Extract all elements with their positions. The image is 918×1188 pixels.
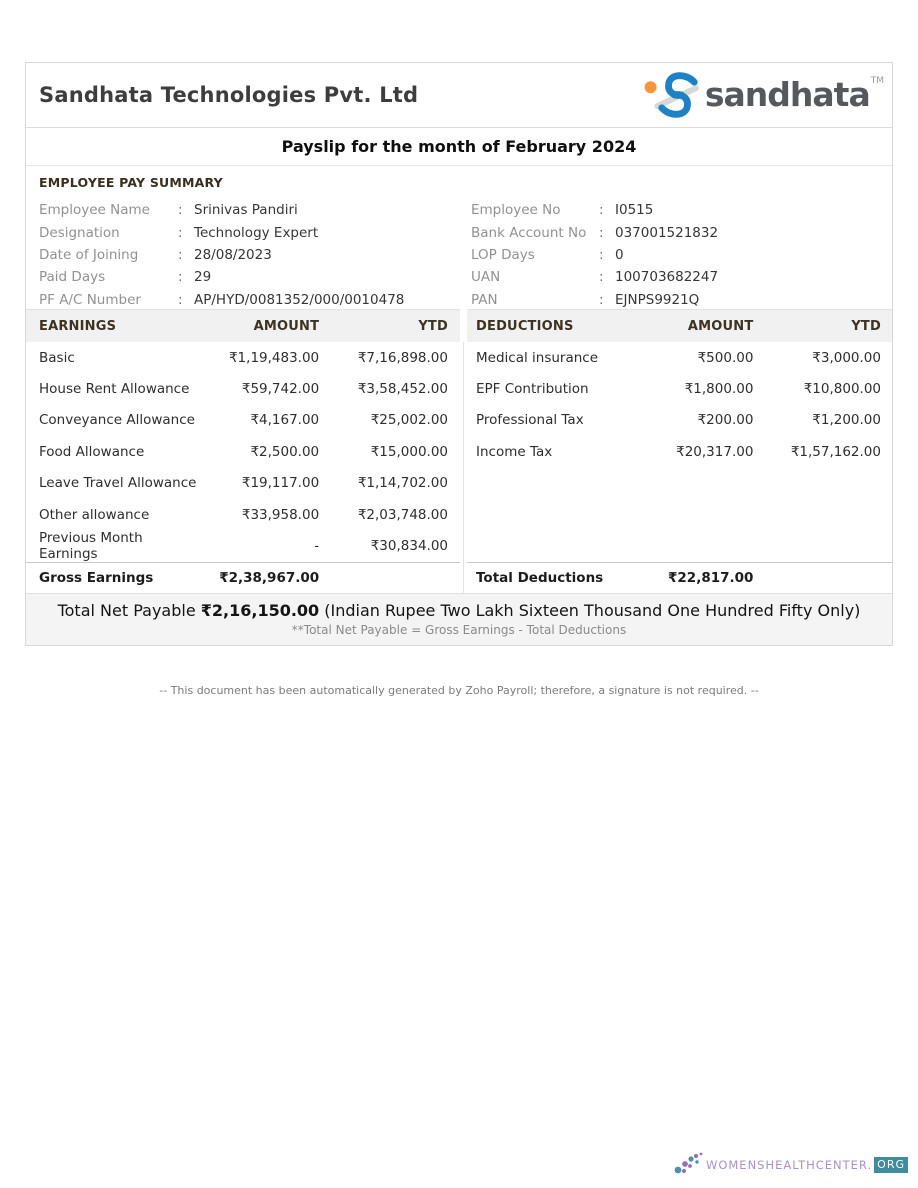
earning-ytd: ₹7,16,898.00 bbox=[357, 349, 448, 366]
pay-tables bbox=[26, 309, 892, 593]
earning-ytd: ₹30,834.00 bbox=[370, 538, 448, 555]
summary-field bbox=[471, 266, 879, 288]
net-payable-note: **Total Net Payable = Gross Earnings - Total Deductions bbox=[291, 623, 627, 637]
field-separator: : bbox=[178, 269, 183, 286]
field-label: UAN bbox=[471, 269, 501, 286]
field-separator: : bbox=[178, 202, 183, 219]
earnings-body bbox=[26, 342, 460, 562]
deduction-ytd: ₹1,200.00 bbox=[812, 412, 881, 429]
deduction-ytd: ₹10,800.00 bbox=[803, 381, 881, 398]
summary-field bbox=[39, 199, 459, 221]
field-value: 28/08/2023 bbox=[194, 246, 272, 263]
earnings-row bbox=[26, 405, 460, 436]
watermark-text: WOMENSHEALTHCENTER. bbox=[705, 1158, 873, 1172]
earning-label: Conveyance Allowance bbox=[39, 412, 195, 429]
deductions-header: DEDUCTIONS bbox=[476, 318, 574, 334]
summary-heading: EMPLOYEE PAY SUMMARY bbox=[39, 175, 223, 190]
deduction-ytd: ₹1,57,162.00 bbox=[790, 443, 881, 460]
field-value: EJNPS9921Q bbox=[615, 291, 700, 308]
earning-ytd: ₹2,03,748.00 bbox=[357, 506, 448, 523]
deduction-label: Professional Tax bbox=[476, 412, 584, 429]
site-watermark bbox=[674, 1151, 908, 1179]
earnings-row bbox=[26, 530, 460, 561]
net-payable-amount: ₹2,16,150.00 bbox=[200, 601, 320, 620]
net-payable-prefix: Total Net Payable bbox=[57, 601, 201, 620]
total-deductions-row bbox=[467, 562, 892, 593]
field-separator: : bbox=[178, 291, 183, 308]
deduction-row bbox=[467, 342, 892, 373]
field-label: Employee No bbox=[471, 202, 561, 219]
deduction-label: EPF Contribution bbox=[476, 381, 589, 398]
watermark-org-badge: ORG bbox=[874, 1157, 908, 1173]
earning-label: Other allowance bbox=[39, 506, 150, 523]
earning-ytd: ₹15,000.00 bbox=[370, 443, 448, 460]
deductions-table bbox=[467, 309, 892, 593]
earning-amount: ₹19,117.00 bbox=[241, 475, 320, 492]
employee-pay-summary bbox=[26, 166, 892, 309]
watermark-dots-icon bbox=[674, 1151, 704, 1179]
net-payable-words: (Indian Rupee Two Lakh Sixteen Thousand One Hundred Fifty Only) bbox=[319, 601, 861, 620]
field-label: Designation bbox=[39, 224, 120, 241]
field-label: PF A/C Number bbox=[39, 291, 141, 308]
gross-earnings-amount: ₹2,38,967.00 bbox=[219, 570, 320, 586]
earnings-header-row bbox=[26, 309, 460, 342]
earning-label: Previous Month Earnings bbox=[39, 530, 143, 563]
field-value: AP/HYD/0081352/000/0010478 bbox=[194, 291, 405, 308]
total-deductions-label: Total Deductions bbox=[476, 570, 604, 586]
deductions-header-row bbox=[467, 309, 892, 342]
field-separator: : bbox=[599, 269, 604, 286]
field-label: Bank Account No bbox=[471, 224, 587, 241]
earning-label: Food Allowance bbox=[39, 443, 145, 460]
field-separator: : bbox=[178, 246, 183, 263]
field-value: Technology Expert bbox=[194, 224, 319, 241]
field-label: PAN bbox=[471, 291, 498, 308]
earnings-table bbox=[26, 309, 460, 593]
sandhata-logo-icon bbox=[643, 71, 701, 119]
earnings-row bbox=[26, 468, 460, 499]
company-logo bbox=[643, 71, 884, 119]
summary-field bbox=[39, 244, 459, 266]
field-value: 100703682247 bbox=[615, 269, 719, 286]
earning-amount: - bbox=[314, 538, 320, 555]
earning-ytd: ₹3,58,452.00 bbox=[357, 381, 448, 398]
deduction-row bbox=[467, 436, 892, 467]
earning-ytd: ₹25,002.00 bbox=[370, 412, 448, 429]
summary-field bbox=[471, 289, 879, 311]
field-separator: : bbox=[599, 291, 604, 308]
summary-field bbox=[39, 289, 459, 311]
amount-header: AMOUNT bbox=[687, 318, 754, 334]
field-separator: : bbox=[599, 224, 604, 241]
payslip-title: Payslip for the month of February 2024 bbox=[26, 128, 892, 166]
earnings-header: EARNINGS bbox=[39, 318, 117, 334]
field-label: Paid Days bbox=[39, 269, 106, 286]
summary-field bbox=[471, 244, 879, 266]
deduction-amount: ₹20,317.00 bbox=[676, 443, 754, 460]
field-label: LOP Days bbox=[471, 246, 535, 263]
net-payable-line bbox=[26, 601, 892, 620]
logo-wordmark: sandhata bbox=[704, 75, 870, 114]
earnings-row bbox=[26, 436, 460, 467]
deduction-amount: ₹500.00 bbox=[697, 349, 754, 366]
payslip-document bbox=[25, 62, 893, 646]
earning-label: Leave Travel Allowance bbox=[39, 475, 197, 492]
earning-amount: ₹59,742.00 bbox=[241, 381, 320, 398]
summary-left-column bbox=[39, 199, 459, 311]
deduction-label: Income Tax bbox=[476, 443, 553, 460]
ytd-header: YTD bbox=[851, 318, 881, 334]
auto-generated-note: -- This document has been automatically generated by Zoho Payroll; therefore, a signature is not required. -- bbox=[159, 684, 759, 697]
gross-earnings-label: Gross Earnings bbox=[39, 570, 154, 586]
earning-amount: ₹4,167.00 bbox=[250, 412, 320, 429]
deductions-body bbox=[467, 342, 892, 562]
ytd-header: YTD bbox=[418, 318, 448, 334]
deduction-ytd: ₹3,000.00 bbox=[812, 349, 881, 366]
table-divider bbox=[460, 309, 467, 593]
summary-field bbox=[471, 221, 879, 243]
field-label: Employee Name bbox=[39, 202, 150, 219]
field-separator: : bbox=[178, 224, 183, 241]
summary-field bbox=[39, 266, 459, 288]
total-deductions-amount: ₹22,817.00 bbox=[668, 570, 754, 586]
summary-field bbox=[471, 199, 879, 221]
logo-trademark: TM bbox=[870, 76, 884, 86]
field-label: Date of Joining bbox=[39, 246, 139, 263]
deduction-row bbox=[467, 373, 892, 404]
earning-amount: ₹33,958.00 bbox=[241, 506, 320, 523]
gross-earnings-row bbox=[26, 562, 460, 593]
field-value: 29 bbox=[194, 269, 212, 286]
earning-amount: ₹1,19,483.00 bbox=[228, 349, 320, 366]
earning-label: House Rent Allowance bbox=[39, 381, 190, 398]
deduction-amount: ₹1,800.00 bbox=[684, 381, 754, 398]
field-value: I0515 bbox=[615, 202, 654, 219]
field-value: 0 bbox=[615, 246, 624, 263]
field-separator: : bbox=[599, 246, 604, 263]
deduction-label: Medical insurance bbox=[476, 349, 599, 366]
company-name: Sandhata Technologies Pvt. Ltd bbox=[39, 83, 419, 107]
summary-right-column bbox=[459, 199, 879, 311]
deduction-row bbox=[467, 405, 892, 436]
company-header bbox=[26, 63, 892, 128]
deduction-amount: ₹200.00 bbox=[697, 412, 754, 429]
earnings-row bbox=[26, 373, 460, 404]
field-value: 037001521832 bbox=[615, 224, 719, 241]
amount-header: AMOUNT bbox=[253, 318, 320, 334]
net-payable-section bbox=[26, 593, 892, 645]
earning-label: Basic bbox=[39, 349, 75, 366]
earnings-row bbox=[26, 342, 460, 373]
summary-field bbox=[39, 221, 459, 243]
earning-amount: ₹2,500.00 bbox=[250, 443, 320, 460]
earnings-row bbox=[26, 499, 460, 530]
earning-ytd: ₹1,14,702.00 bbox=[357, 475, 448, 492]
field-separator: : bbox=[599, 202, 604, 219]
field-value: Srinivas Pandiri bbox=[194, 202, 298, 219]
